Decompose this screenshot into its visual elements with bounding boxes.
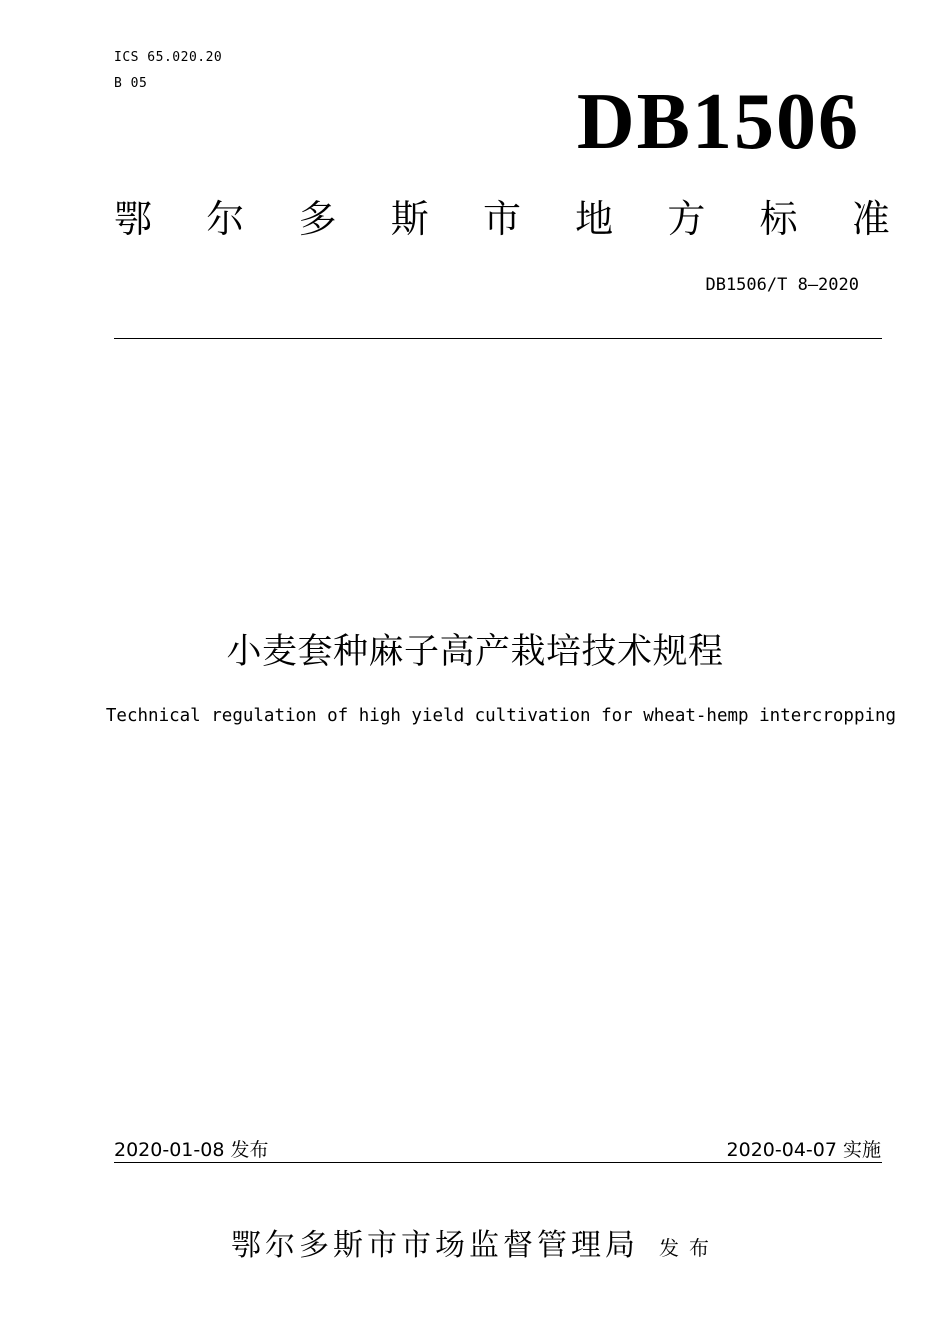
standard-type-char: 标 bbox=[759, 197, 798, 241]
standard-number: DB1506/T 8—2020 bbox=[705, 275, 859, 295]
standard-type-char: 地 bbox=[575, 197, 614, 241]
standard-type-char: 多 bbox=[298, 197, 337, 241]
implement-date: 2020-04-07 实施 bbox=[726, 1139, 881, 1161]
issuing-authority: 鄂尔多斯市市场监督管理局 bbox=[231, 1228, 639, 1263]
publish-date: 2020-01-08 发布 bbox=[114, 1139, 269, 1161]
standard-type-char: 尔 bbox=[206, 197, 245, 241]
standard-type-char: 准 bbox=[851, 197, 890, 241]
document-title-english: Technical regulation of high yield cultivation for wheat-hemp intercropping bbox=[105, 706, 897, 726]
bottom-divider bbox=[114, 1162, 882, 1163]
issuer-line bbox=[0, 1226, 950, 1268]
ics-code: ICS 65.020.20 bbox=[114, 50, 223, 65]
standard-type-char: 市 bbox=[482, 197, 521, 241]
document-title-chinese: 小麦套种麻子高产栽培技术规程 bbox=[226, 632, 724, 672]
top-divider bbox=[114, 338, 882, 339]
standard-type-char: 方 bbox=[667, 197, 706, 241]
standard-type-heading bbox=[114, 196, 890, 242]
standard-type-char: 斯 bbox=[390, 197, 429, 241]
issue-label: 发布 bbox=[659, 1236, 719, 1260]
standard-type-char: 鄂 bbox=[114, 197, 153, 241]
standard-code-logo: DB1506 bbox=[576, 78, 860, 166]
ccs-code: B 05 bbox=[114, 76, 148, 91]
